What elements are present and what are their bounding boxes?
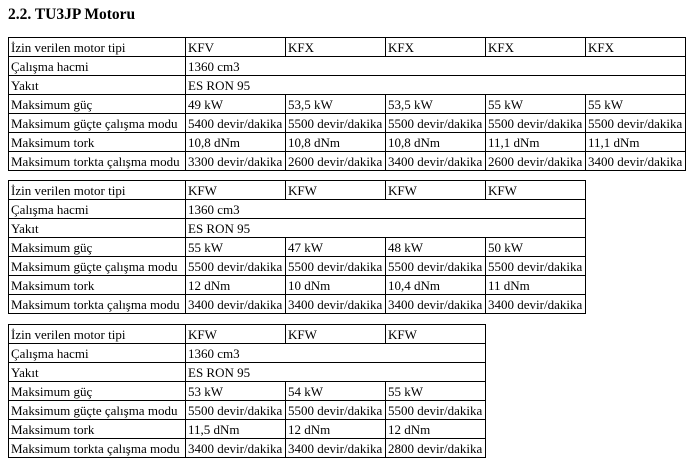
cell-max-power-rpm: 5500 devir/dakika: [286, 401, 386, 420]
cell-max-power: 53 kW: [186, 382, 286, 401]
cell-type: KFW: [286, 325, 386, 344]
row-max-torque: [9, 276, 586, 295]
cell-max-power-rpm: 5500 devir/dakika: [286, 257, 386, 276]
cell-max-power: 55 kW: [186, 238, 286, 257]
cell-max-torque: 12 dNm: [386, 420, 486, 439]
label-engine-type: İzin verilen motor tipi: [9, 38, 186, 57]
row-fuel: [9, 219, 586, 238]
row-capacity: [9, 344, 486, 363]
row-max-power: [9, 382, 486, 401]
cell-type: KFV: [186, 38, 286, 57]
row-max-torque: [9, 133, 686, 152]
label-fuel: Yakıt: [9, 76, 186, 95]
cell-max-torque-rpm: 3400 devir/dakika: [286, 295, 386, 314]
label-max-torque: Maksimum tork: [9, 133, 186, 152]
cell-max-power-rpm: 5500 devir/dakika: [386, 401, 486, 420]
cell-max-torque: 11,1 dNm: [586, 133, 686, 152]
label-max-torque-rpm: Maksimum torkta çalışma modu: [9, 152, 186, 171]
row-max-power: [9, 95, 686, 114]
cell-max-torque-rpm: 3300 devir/dakika: [186, 152, 286, 171]
label-capacity: Çalışma hacmi: [9, 57, 186, 76]
label-max-power: Maksimum güç: [9, 238, 186, 257]
cell-max-torque-rpm: 2800 devir/dakika: [386, 439, 486, 458]
cell-max-power: 54 kW: [286, 382, 386, 401]
row-engine-type: [9, 38, 686, 57]
cell-max-power-rpm: 5500 devir/dakika: [486, 114, 586, 133]
cell-max-torque: 10 dNm: [286, 276, 386, 295]
section-heading: 2.2. TU3JP Motoru: [8, 6, 136, 23]
label-max-torque: Maksimum tork: [9, 276, 186, 295]
cell-max-power-rpm: 5500 devir/dakika: [586, 114, 686, 133]
row-capacity: [9, 200, 586, 219]
row-fuel: [9, 76, 686, 95]
cell-max-power: 48 kW: [386, 238, 486, 257]
row-engine-type: [9, 325, 486, 344]
cell-max-power: 50 kW: [486, 238, 586, 257]
cell-max-torque: 11,1 dNm: [486, 133, 586, 152]
cell-type: KFX: [286, 38, 386, 57]
row-fuel: [9, 363, 486, 382]
label-max-torque-rpm: Maksimum torkta çalışma modu: [9, 295, 186, 314]
cell-type: KFX: [586, 38, 686, 57]
cell-fuel: ES RON 95: [186, 219, 586, 238]
cell-max-torque-rpm: 3400 devir/dakika: [386, 152, 486, 171]
cell-max-power-rpm: 5500 devir/dakika: [486, 257, 586, 276]
cell-max-torque: 11 dNm: [486, 276, 586, 295]
cell-max-power-rpm: 5500 devir/dakika: [286, 114, 386, 133]
cell-type: KFX: [386, 38, 486, 57]
engine-spec-table-2: [8, 180, 586, 314]
row-max-power-rpm: [9, 401, 486, 420]
cell-max-torque-rpm: 2600 devir/dakika: [486, 152, 586, 171]
label-max-power-rpm: Maksimum güçte çalışma modu: [9, 114, 186, 133]
label-fuel: Yakıt: [9, 219, 186, 238]
cell-capacity: 1360 cm3: [186, 344, 486, 363]
label-engine-type: İzin verilen motor tipi: [9, 325, 186, 344]
cell-max-torque: 10,8 dNm: [286, 133, 386, 152]
cell-max-power: 49 kW: [186, 95, 286, 114]
engine-spec-table-1: [8, 37, 686, 171]
row-max-torque: [9, 420, 486, 439]
cell-max-power-rpm: 5500 devir/dakika: [186, 257, 286, 276]
cell-max-power-rpm: 5500 devir/dakika: [386, 114, 486, 133]
cell-max-torque: 12 dNm: [186, 276, 286, 295]
cell-type: KFW: [286, 181, 386, 200]
cell-max-torque-rpm: 3400 devir/dakika: [386, 295, 486, 314]
row-capacity: [9, 57, 686, 76]
label-max-power-rpm: Maksimum güçte çalışma modu: [9, 257, 186, 276]
cell-max-torque-rpm: 3400 devir/dakika: [486, 295, 586, 314]
cell-max-power: 55 kW: [586, 95, 686, 114]
cell-max-torque-rpm: 3400 devir/dakika: [286, 439, 386, 458]
cell-max-power-rpm: 5500 devir/dakika: [386, 257, 486, 276]
cell-capacity: 1360 cm3: [186, 200, 586, 219]
row-max-torque-rpm: [9, 439, 486, 458]
cell-max-torque-rpm: 3400 devir/dakika: [186, 439, 286, 458]
cell-fuel: ES RON 95: [186, 76, 686, 95]
cell-type: KFW: [186, 325, 286, 344]
cell-type: KFW: [486, 181, 586, 200]
cell-type: KFW: [386, 325, 486, 344]
cell-type: KFX: [486, 38, 586, 57]
label-capacity: Çalışma hacmi: [9, 344, 186, 363]
row-max-power: [9, 238, 586, 257]
cell-type: KFW: [186, 181, 286, 200]
cell-max-torque: 10,8 dNm: [186, 133, 286, 152]
row-max-power-rpm: [9, 257, 586, 276]
cell-max-torque: 10,8 dNm: [386, 133, 486, 152]
label-engine-type: İzin verilen motor tipi: [9, 181, 186, 200]
cell-max-power: 53,5 kW: [286, 95, 386, 114]
label-max-power: Maksimum güç: [9, 382, 186, 401]
cell-max-power-rpm: 5500 devir/dakika: [186, 401, 286, 420]
label-max-power-rpm: Maksimum güçte çalışma modu: [9, 401, 186, 420]
cell-capacity: 1360 cm3: [186, 57, 686, 76]
cell-max-torque-rpm: 2600 devir/dakika: [286, 152, 386, 171]
cell-max-torque-rpm: 3400 devir/dakika: [186, 295, 286, 314]
cell-max-torque: 11,5 dNm: [186, 420, 286, 439]
row-max-torque-rpm: [9, 295, 586, 314]
label-max-torque: Maksimum tork: [9, 420, 186, 439]
cell-max-torque: 12 dNm: [286, 420, 386, 439]
row-max-power-rpm: [9, 114, 686, 133]
label-max-torque-rpm: Maksimum torkta çalışma modu: [9, 439, 186, 458]
label-max-power: Maksimum güç: [9, 95, 186, 114]
label-capacity: Çalışma hacmi: [9, 200, 186, 219]
row-engine-type: [9, 181, 586, 200]
cell-fuel: ES RON 95: [186, 363, 486, 382]
cell-max-power: 55 kW: [486, 95, 586, 114]
cell-max-power: 55 kW: [386, 382, 486, 401]
row-max-torque-rpm: [9, 152, 686, 171]
cell-max-power: 53,5 kW: [386, 95, 486, 114]
engine-spec-table-3: [8, 324, 486, 458]
label-fuel: Yakıt: [9, 363, 186, 382]
cell-max-torque: 10,4 dNm: [386, 276, 486, 295]
cell-type: KFW: [386, 181, 486, 200]
cell-max-power: 47 kW: [286, 238, 386, 257]
cell-max-power-rpm: 5400 devir/dakika: [186, 114, 286, 133]
cell-max-torque-rpm: 3400 devir/dakika: [586, 152, 686, 171]
